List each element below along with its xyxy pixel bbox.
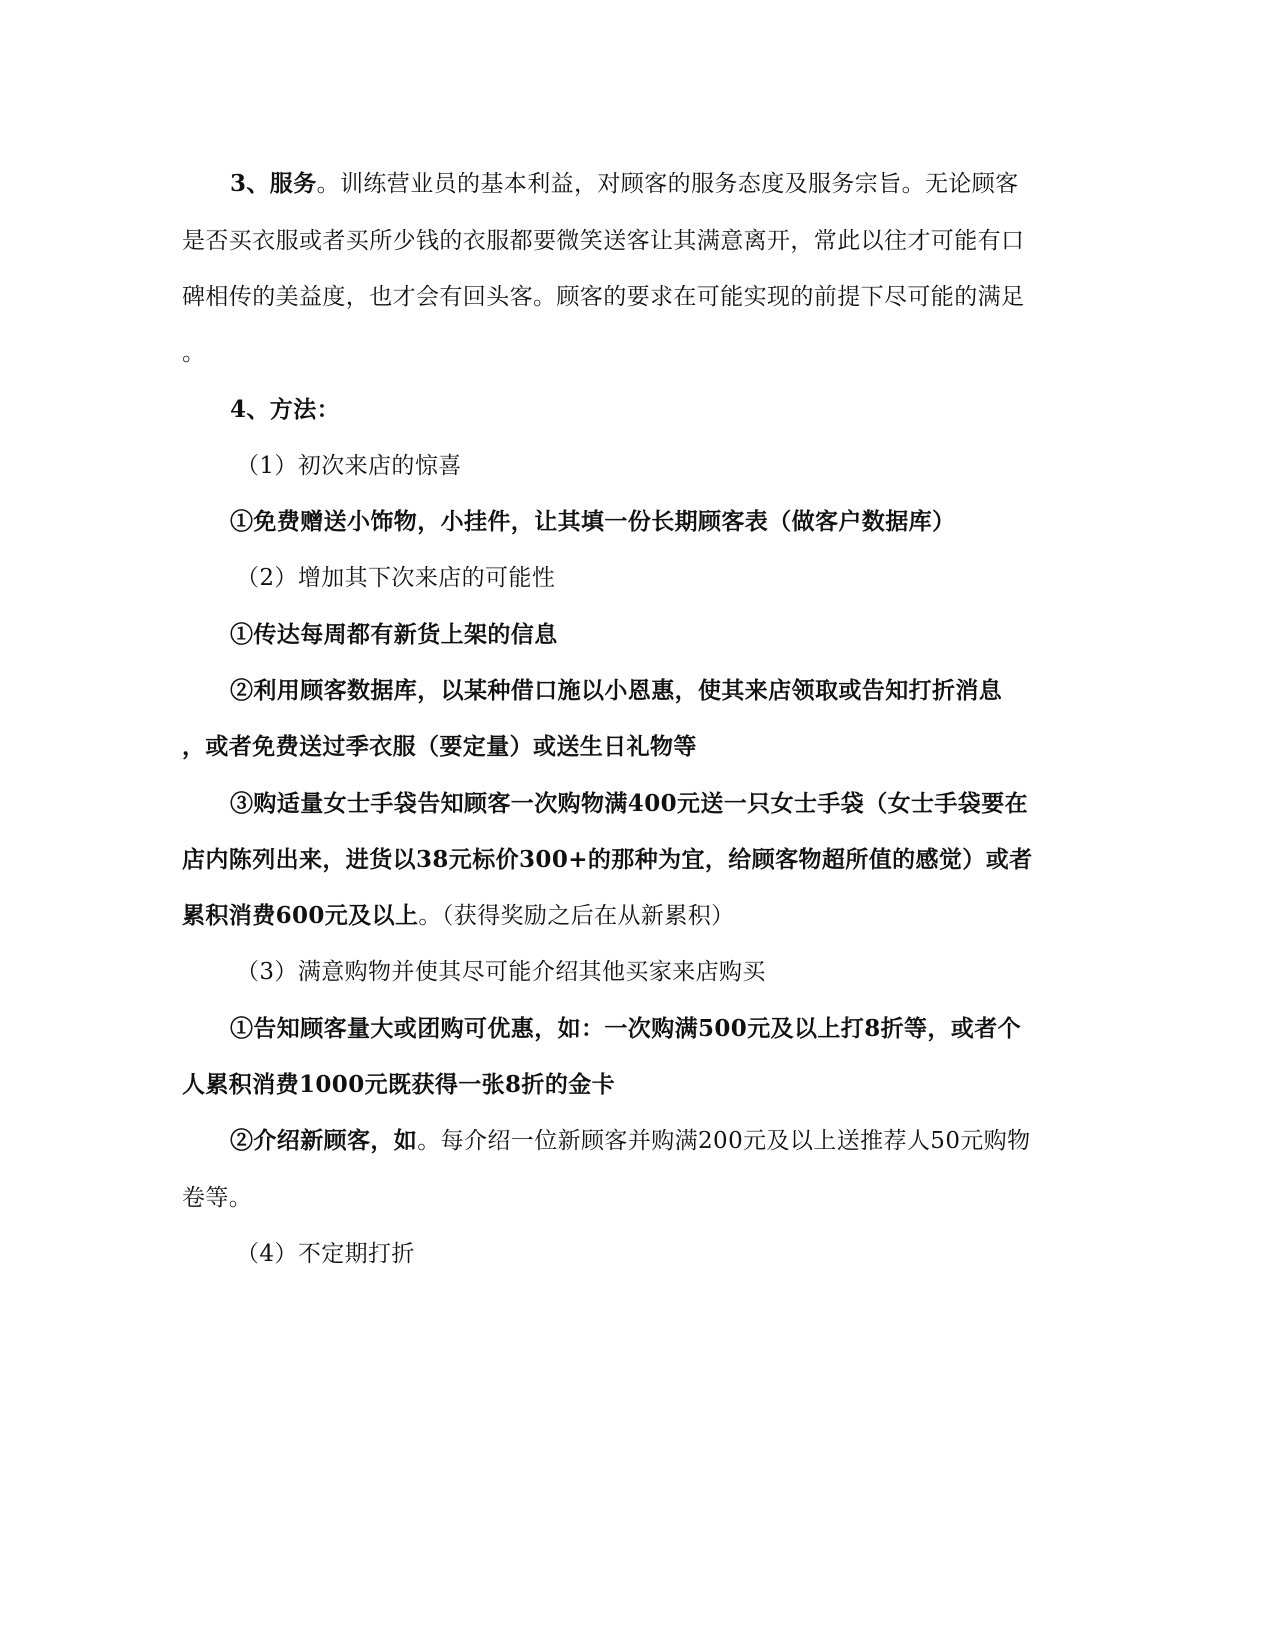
item-handbag-line-1 [230,784,1130,824]
text-run: ③购适量女士手袋告知顾客一次购物满400元送一只女士手袋（女士手袋要在 [230,790,1029,817]
subheading-first-visit [236,446,1136,486]
item-group-discount-line-2 [182,1065,1082,1105]
heading-service: 3、服务 [230,170,317,197]
item-free-gift [230,502,1130,542]
text-run: （1）初次来店的惊喜 [236,453,462,479]
paragraph-service-line-1 [230,164,1130,204]
text-run: ①免费赠送小饰物，小挂件，让其填一份长期顾客表（做客户数据库） [230,508,956,535]
text-run: 碑相传的美益度，也才会有回头客。顾客的要求在可能实现的前提下尽可能的满足 [182,284,1025,310]
text-run: 店内陈列出来，进货以38元标价300+的那种为宜，给顾客物超所值的感觉）或者 [182,846,1033,873]
item-handbag-line-3 [182,896,1082,936]
text-run: ②利用顾客数据库，以某种借口施以小恩惠，使其来店领取或告知打折消息 [230,677,1003,704]
text-run: 。训练营业员的基本利益，对顾客的服务态度及服务宗旨。无论顾客 [316,171,1019,197]
text-run: ①告知顾客量大或团购可优惠，如：一次购满500元及以上打8折等，或者个 [230,1015,1022,1042]
subheading-next-visit [236,558,1136,598]
subheading-referrals [236,952,1136,992]
item-customer-database-line-2 [182,727,1082,767]
item-customer-database-line-1 [230,671,1130,711]
heading-methods [230,390,1130,430]
paragraph-service-line-4 [182,333,1082,373]
text-run: ①传达每周都有新货上架的信息 [230,621,558,648]
item-group-discount-line-1 [230,1009,1130,1049]
text-run: 人累积消费1000元既获得一张8折的金卡 [182,1071,616,1098]
item-new-arrivals [230,615,1130,655]
item-referral-reward-line-1 [230,1121,1130,1161]
text-run: 。（获得奖励之后在从新累积） [418,903,735,929]
text-run: （2）增加其下次来店的可能性 [236,565,556,591]
text-run: （4）不定期打折 [236,1241,415,1267]
heading-methods-text: 4、方法： [230,396,341,423]
text-run: 累积消费600元及以上 [182,902,419,929]
text-run: 是否买衣服或者买所少钱的衣服都要微笑送客让其满意离开，常此以往才可能有口 [182,228,1025,254]
text-run: 。 [182,340,206,366]
text-run: ，或者免费送过季衣服（要定量）或送生日礼物等 [182,733,697,760]
item-handbag-line-2 [182,840,1082,880]
item-referral-reward-line-2 [182,1178,1082,1218]
text-run: 。每介绍一位新顾客并购满200元及以上送推荐人50元购物 [417,1128,1031,1154]
paragraph-service-line-2 [182,221,1082,261]
subheading-irregular-discount [236,1234,1136,1274]
paragraph-service-line-3 [182,277,1082,317]
text-run: 卷等。 [182,1185,253,1211]
text-run: （3）满意购物并使其尽可能介绍其他买家来店购买 [236,959,766,985]
text-run: ②介绍新顾客，如 [230,1127,418,1154]
